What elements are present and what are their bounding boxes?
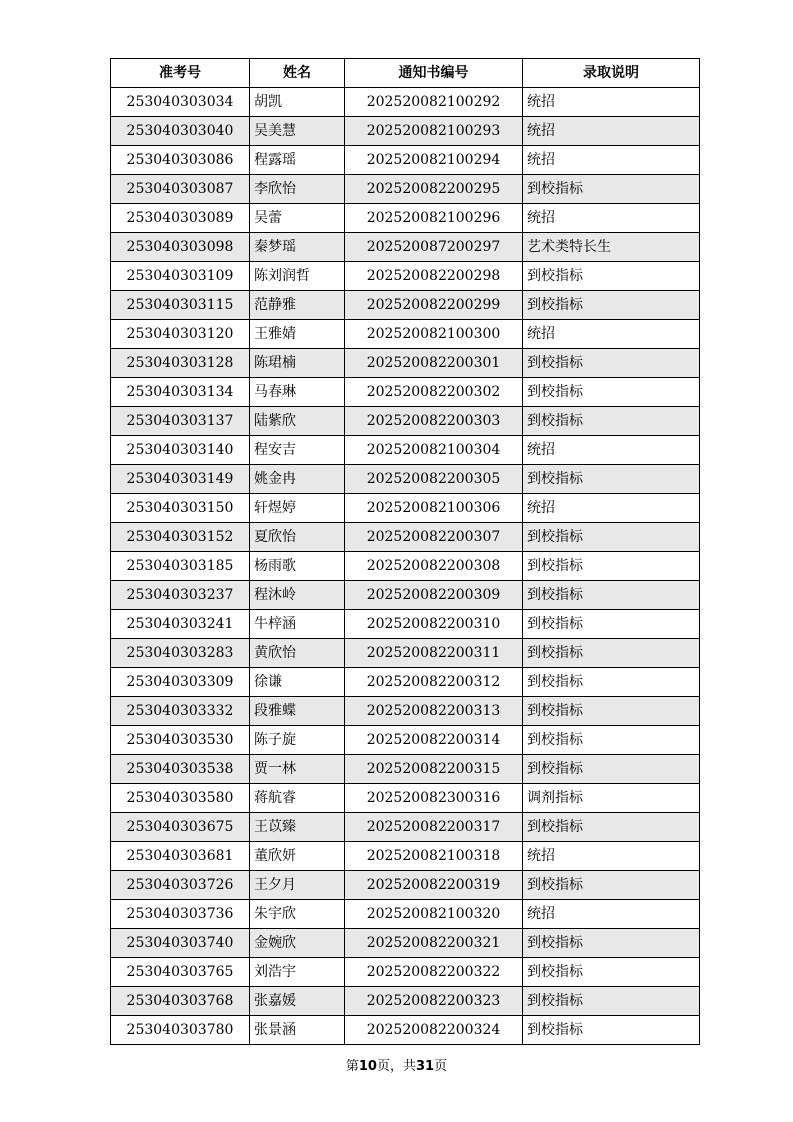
- note-cell: 到校指标: [523, 175, 700, 204]
- notice-no-cell: 202520082200323: [345, 987, 523, 1016]
- name-cell: 朱宇欣: [250, 900, 345, 929]
- name-cell: 程安吉: [250, 436, 345, 465]
- total-pages-number: 31: [416, 1059, 435, 1074]
- exam-no-cell: 253040303137: [111, 407, 250, 436]
- exam-no-cell: 253040303120: [111, 320, 250, 349]
- name-cell: 段雅蝶: [250, 697, 345, 726]
- notice-no-cell: 202520082200321: [345, 929, 523, 958]
- table-row: [111, 813, 700, 842]
- exam-no-cell: 253040303241: [111, 610, 250, 639]
- note-cell: 到校指标: [523, 668, 700, 697]
- exam-no-cell: 253040303736: [111, 900, 250, 929]
- notice-no-cell: 202520082200305: [345, 465, 523, 494]
- table-row: [111, 842, 700, 871]
- name-cell: 刘浩宇: [250, 958, 345, 987]
- exam-no-cell: 253040303134: [111, 378, 250, 407]
- name-cell: 董欣妍: [250, 842, 345, 871]
- name-cell: 牛梓涵: [250, 610, 345, 639]
- note-cell: 统招: [523, 436, 700, 465]
- notice-no-cell: 202520082300316: [345, 784, 523, 813]
- name-cell: 夏欣怡: [250, 523, 345, 552]
- notice-no-cell: 202520082200314: [345, 726, 523, 755]
- table-row: [111, 639, 700, 668]
- notice-no-cell: 202520082100318: [345, 842, 523, 871]
- exam-no-cell: 253040303086: [111, 146, 250, 175]
- note-cell: 到校指标: [523, 552, 700, 581]
- exam-no-cell: 253040303580: [111, 784, 250, 813]
- name-cell: 姚金冉: [250, 465, 345, 494]
- notice-no-cell: 202520082200322: [345, 958, 523, 987]
- header-note: 录取说明: [523, 59, 700, 88]
- name-cell: 张嘉媛: [250, 987, 345, 1016]
- notice-no-cell: 202520082100293: [345, 117, 523, 146]
- exam-no-cell: 253040303740: [111, 929, 250, 958]
- footer-suffix: 页: [434, 1059, 448, 1074]
- exam-no-cell: 253040303150: [111, 494, 250, 523]
- notice-no-cell: 202520082200303: [345, 407, 523, 436]
- table-row: [111, 1016, 700, 1045]
- note-cell: 到校指标: [523, 871, 700, 900]
- exam-no-cell: 253040303109: [111, 262, 250, 291]
- table-row: [111, 407, 700, 436]
- exam-no-cell: 253040303726: [111, 871, 250, 900]
- note-cell: 到校指标: [523, 755, 700, 784]
- table-row: [111, 349, 700, 378]
- notice-no-cell: 202520082200299: [345, 291, 523, 320]
- table-row: [111, 494, 700, 523]
- notice-no-cell: 202520082200302: [345, 378, 523, 407]
- notice-no-cell: 202520082200315: [345, 755, 523, 784]
- notice-no-cell: 202520082200324: [345, 1016, 523, 1045]
- header-notice-no: 通知书编号: [345, 59, 523, 88]
- note-cell: 到校指标: [523, 1016, 700, 1045]
- note-cell: 到校指标: [523, 610, 700, 639]
- footer-prefix: 第: [345, 1059, 359, 1074]
- exam-no-cell: 253040303185: [111, 552, 250, 581]
- exam-no-cell: 253040303681: [111, 842, 250, 871]
- name-cell: 胡凯: [250, 88, 345, 117]
- name-cell: 王雅婧: [250, 320, 345, 349]
- note-cell: 到校指标: [523, 291, 700, 320]
- table-row: [111, 320, 700, 349]
- name-cell: 程露瑶: [250, 146, 345, 175]
- name-cell: 秦梦瑶: [250, 233, 345, 262]
- note-cell: 到校指标: [523, 262, 700, 291]
- exam-no-cell: 253040303675: [111, 813, 250, 842]
- name-cell: 陈刘润哲: [250, 262, 345, 291]
- notice-no-cell: 202520082200307: [345, 523, 523, 552]
- note-cell: 到校指标: [523, 581, 700, 610]
- table-row: [111, 726, 700, 755]
- table-row: [111, 871, 700, 900]
- note-cell: 统招: [523, 204, 700, 233]
- exam-no-cell: 253040303283: [111, 639, 250, 668]
- table-row: [111, 146, 700, 175]
- note-cell: 统招: [523, 320, 700, 349]
- table-row: [111, 987, 700, 1016]
- table-row: [111, 465, 700, 494]
- name-cell: 陆紫欣: [250, 407, 345, 436]
- note-cell: 统招: [523, 900, 700, 929]
- note-cell: 到校指标: [523, 407, 700, 436]
- table-row: [111, 88, 700, 117]
- exam-no-cell: 253040303309: [111, 668, 250, 697]
- footer-middle: 页，共: [376, 1059, 416, 1074]
- name-cell: 杨雨歌: [250, 552, 345, 581]
- exam-no-cell: 253040303098: [111, 233, 250, 262]
- name-cell: 轩煜婷: [250, 494, 345, 523]
- notice-no-cell: 202520082200298: [345, 262, 523, 291]
- name-cell: 蒋航睿: [250, 784, 345, 813]
- exam-no-cell: 253040303780: [111, 1016, 250, 1045]
- header-exam-no: 准考号: [111, 59, 250, 88]
- table-row: [111, 697, 700, 726]
- exam-no-cell: 253040303768: [111, 987, 250, 1016]
- note-cell: 统招: [523, 117, 700, 146]
- notice-no-cell: 202520082200317: [345, 813, 523, 842]
- table-row: [111, 552, 700, 581]
- exam-no-cell: 253040303149: [111, 465, 250, 494]
- notice-no-cell: 202520082200308: [345, 552, 523, 581]
- notice-no-cell: 202520082200310: [345, 610, 523, 639]
- notice-no-cell: 202520082100294: [345, 146, 523, 175]
- table-row: [111, 668, 700, 697]
- note-cell: 艺术类特长生: [523, 233, 700, 262]
- name-cell: 王苡臻: [250, 813, 345, 842]
- header-name: 姓名: [250, 59, 345, 88]
- exam-no-cell: 253040303087: [111, 175, 250, 204]
- exam-no-cell: 253040303140: [111, 436, 250, 465]
- notice-no-cell: 202520082200295: [345, 175, 523, 204]
- name-cell: 徐谦: [250, 668, 345, 697]
- note-cell: 到校指标: [523, 523, 700, 552]
- note-cell: 统招: [523, 842, 700, 871]
- table-row: [111, 262, 700, 291]
- note-cell: 到校指标: [523, 958, 700, 987]
- note-cell: 到校指标: [523, 929, 700, 958]
- table-row: [111, 523, 700, 552]
- notice-no-cell: 202520082200312: [345, 668, 523, 697]
- table-row: [111, 378, 700, 407]
- notice-no-cell: 202520082100304: [345, 436, 523, 465]
- table-row: [111, 784, 700, 813]
- note-cell: 统招: [523, 146, 700, 175]
- notice-no-cell: 202520082100300: [345, 320, 523, 349]
- exam-no-cell: 253040303115: [111, 291, 250, 320]
- note-cell: 到校指标: [523, 726, 700, 755]
- name-cell: 陈珺楠: [250, 349, 345, 378]
- name-cell: 吴蕾: [250, 204, 345, 233]
- table-row: [111, 117, 700, 146]
- table-header-row: [111, 59, 700, 88]
- exam-no-cell: 253040303538: [111, 755, 250, 784]
- exam-no-cell: 253040303237: [111, 581, 250, 610]
- table-row: [111, 755, 700, 784]
- admission-table: [110, 58, 700, 1045]
- notice-no-cell: 202520082100320: [345, 900, 523, 929]
- note-cell: 到校指标: [523, 987, 700, 1016]
- name-cell: 黄欣怡: [250, 639, 345, 668]
- notice-no-cell: 202520082100306: [345, 494, 523, 523]
- current-page-number: 10: [358, 1059, 377, 1074]
- exam-no-cell: 253040303089: [111, 204, 250, 233]
- exam-no-cell: 253040303152: [111, 523, 250, 552]
- notice-no-cell: 202520082200319: [345, 871, 523, 900]
- table-row: [111, 581, 700, 610]
- notice-no-cell: 202520087200297: [345, 233, 523, 262]
- note-cell: 统招: [523, 88, 700, 117]
- name-cell: 程沐岭: [250, 581, 345, 610]
- notice-no-cell: 202520082100296: [345, 204, 523, 233]
- name-cell: 金婉欣: [250, 929, 345, 958]
- name-cell: 李欣怡: [250, 175, 345, 204]
- note-cell: 调剂指标: [523, 784, 700, 813]
- notice-no-cell: 202520082200311: [345, 639, 523, 668]
- table-row: [111, 233, 700, 262]
- name-cell: 陈子旋: [250, 726, 345, 755]
- note-cell: 到校指标: [523, 378, 700, 407]
- page-footer: [0, 1055, 793, 1074]
- table-row: [111, 175, 700, 204]
- notice-no-cell: 202520082200309: [345, 581, 523, 610]
- table-row: [111, 958, 700, 987]
- table-row: [111, 900, 700, 929]
- exam-no-cell: 253040303128: [111, 349, 250, 378]
- table-row: [111, 929, 700, 958]
- note-cell: 到校指标: [523, 697, 700, 726]
- table-row: [111, 204, 700, 233]
- name-cell: 马春琳: [250, 378, 345, 407]
- exam-no-cell: 253040303040: [111, 117, 250, 146]
- notice-no-cell: 202520082100292: [345, 88, 523, 117]
- note-cell: 到校指标: [523, 813, 700, 842]
- notice-no-cell: 202520082200301: [345, 349, 523, 378]
- note-cell: 到校指标: [523, 349, 700, 378]
- exam-no-cell: 253040303034: [111, 88, 250, 117]
- name-cell: 范静雅: [250, 291, 345, 320]
- exam-no-cell: 253040303530: [111, 726, 250, 755]
- note-cell: 统招: [523, 494, 700, 523]
- name-cell: 贾一林: [250, 755, 345, 784]
- name-cell: 张景涵: [250, 1016, 345, 1045]
- exam-no-cell: 253040303765: [111, 958, 250, 987]
- name-cell: 吴美慧: [250, 117, 345, 146]
- table-row: [111, 436, 700, 465]
- exam-no-cell: 253040303332: [111, 697, 250, 726]
- notice-no-cell: 202520082200313: [345, 697, 523, 726]
- name-cell: 王夕月: [250, 871, 345, 900]
- table-row: [111, 291, 700, 320]
- table-row: [111, 610, 700, 639]
- note-cell: 到校指标: [523, 465, 700, 494]
- note-cell: 到校指标: [523, 639, 700, 668]
